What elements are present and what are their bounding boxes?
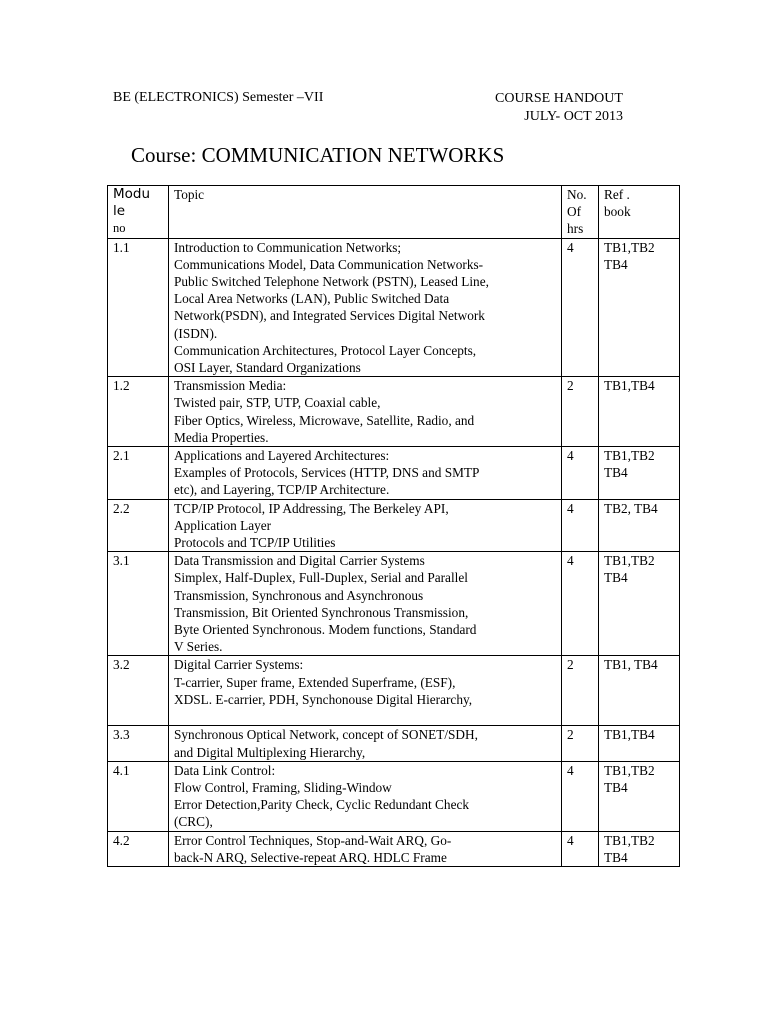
topic-line: Transmission, Bit Oriented Synchronous Transmission,: [174, 604, 469, 620]
topic-line: Twisted pair, STP, UTP, Coaxial cable,: [174, 395, 381, 411]
ref-book-cell: [599, 761, 680, 831]
topic-line: Digital Carrier Systems:: [174, 657, 304, 673]
module-no-cell: 2.2: [108, 499, 169, 552]
module-no-cell: 3.2: [108, 656, 169, 726]
ref-book-line: TB1,TB2: [604, 448, 655, 464]
module-header-line: le: [113, 203, 126, 219]
topic-line: (ISDN).: [174, 325, 218, 341]
topic-line: (CRC),: [174, 814, 213, 830]
module-no-cell: 3.3: [108, 726, 169, 761]
syllabus-table: [107, 185, 680, 867]
topic-line: Byte Oriented Synchronous. Modem functions, Standard: [174, 622, 477, 638]
table-row: [108, 499, 680, 552]
hours-cell: 2: [562, 377, 599, 447]
topic-line: Communication Architectures, Protocol Layer Concepts,: [174, 342, 477, 358]
ref-book-line: TB1,TB4: [604, 727, 655, 743]
module-no-cell: 4.1: [108, 761, 169, 831]
topic-line: TCP/IP Protocol, IP Addressing, The Berkeley API,: [174, 500, 449, 516]
hours-header-line: No.: [567, 187, 587, 202]
module-no-cell: 4.2: [108, 831, 169, 866]
table-row: [108, 377, 680, 447]
ref-book-cell: [599, 238, 680, 377]
ref-book-cell: [599, 552, 680, 656]
topic-line: and Digital Multiplexing Hierarchy,: [174, 744, 366, 760]
table-row: [108, 656, 680, 726]
ref-book-line: TB1,TB2: [604, 762, 655, 778]
ref-header-line: book: [604, 204, 631, 220]
topic-line: Protocols and TCP/IP Utilities: [174, 535, 336, 551]
topic-cell: [169, 656, 562, 726]
topic-cell: [169, 447, 562, 500]
topic-line: Application Layer: [174, 517, 272, 533]
topic-line: Network(PSDN), and Integrated Services Digital Network: [174, 308, 485, 324]
topic-header: Topic: [169, 186, 562, 239]
hours-cell: 2: [562, 656, 599, 726]
topic-line: XDSL. E-carrier, PDH, Synchonouse Digital Hierarchy,: [174, 691, 473, 707]
topic-line: Flow Control, Framing, Sliding-Window: [174, 779, 392, 795]
hours-cell: 4: [562, 761, 599, 831]
topic-line: Communications Model, Data Communication Networks-: [174, 256, 484, 272]
topic-cell: [169, 552, 562, 656]
term-label: JULY- OCT 2013: [524, 109, 623, 124]
hours-cell: 2: [562, 726, 599, 761]
topic-line: Data Transmission and Digital Carrier Systems: [174, 553, 425, 569]
topic-cell: [169, 831, 562, 866]
module-header-line: Modu: [113, 186, 151, 202]
ref-book-line: TB4: [604, 570, 628, 586]
topic-line: Introduction to Communication Networks;: [174, 239, 402, 255]
hours-cell: 4: [562, 831, 599, 866]
table-row: [108, 447, 680, 500]
hours-cell: 4: [562, 552, 599, 656]
ref-book-cell: [599, 377, 680, 447]
topic-line: Fiber Optics, Wireless, Microwave, Satellite, Radio, and: [174, 412, 475, 428]
ref-book-line: TB1,TB2: [604, 553, 655, 569]
ref-book-header: [599, 186, 680, 239]
ref-book-line: TB2, TB4: [604, 500, 658, 516]
module-no-header: [108, 186, 169, 239]
topic-line: Simplex, Half-Duplex, Full-Duplex, Serial and Parallel: [174, 570, 468, 586]
topic-line: Applications and Layered Architectures:: [174, 448, 390, 464]
table-row: [108, 552, 680, 656]
module-no-cell: 1.2: [108, 377, 169, 447]
topic-line: Synchronous Optical Network, concept of SONET/SDH,: [174, 727, 478, 743]
topic-line: T-carrier, Super frame, Extended Superframe, (ESF),: [174, 674, 456, 690]
table-header-row: [108, 186, 680, 239]
ref-book-line: TB4: [604, 465, 628, 481]
ref-book-line: TB4: [604, 256, 628, 272]
topic-cell: [169, 377, 562, 447]
course-title: Course: COMMUNICATION NETWORKS: [131, 143, 505, 167]
ref-book-line: TB1,TB4: [604, 378, 655, 394]
table-row: [108, 831, 680, 866]
topic-line: Examples of Protocols, Services (HTTP, DNS and SMTP: [174, 465, 480, 481]
ref-book-line: TB4: [604, 779, 628, 795]
table-row: [108, 761, 680, 831]
topic-line: Error Control Techniques, Stop-and-Wait ARQ, Go-: [174, 832, 452, 848]
ref-book-line: TB1,TB2: [604, 832, 655, 848]
topic-line: Local Area Networks (LAN), Public Switched Data: [174, 291, 450, 307]
table-row: [108, 726, 680, 761]
topic-cell: [169, 499, 562, 552]
topic-line: etc), and Layering, TCP/IP Architecture.: [174, 482, 390, 498]
hours-cell: 4: [562, 447, 599, 500]
topic-line: back-N ARQ, Selective-repeat ARQ. HDLC Frame: [174, 849, 447, 865]
program-semester: BE (ELECTRONICS) Semester –VII: [113, 90, 324, 105]
ref-book-line: TB1,TB2: [604, 239, 655, 255]
hours-cell: 4: [562, 238, 599, 377]
module-no-cell: 1.1: [108, 238, 169, 377]
topic-line: [174, 708, 556, 725]
topic-cell: [169, 726, 562, 761]
hours-header-line: Of: [567, 204, 582, 220]
topic-cell: [169, 761, 562, 831]
topic-line: Data Link Control:: [174, 762, 276, 778]
module-header-line: no: [113, 221, 126, 235]
ref-book-line: TB4: [604, 849, 628, 865]
ref-book-cell: [599, 447, 680, 500]
topic-line: V Series.: [174, 639, 223, 655]
ref-book-cell: [599, 499, 680, 552]
doc-type-label: COURSE HANDOUT: [495, 91, 623, 106]
ref-book-line: TB1, TB4: [604, 657, 658, 673]
topic-line: Public Switched Telephone Network (PSTN), Leased Line,: [174, 274, 489, 290]
handout-header: [495, 90, 623, 126]
module-no-cell: 3.1: [108, 552, 169, 656]
topic-line: OSI Layer, Standard Organizations: [174, 360, 361, 376]
hours-cell: 4: [562, 499, 599, 552]
ref-book-cell: [599, 831, 680, 866]
ref-book-cell: [599, 726, 680, 761]
topic-line: Transmission Media:: [174, 378, 287, 394]
ref-book-cell: [599, 656, 680, 726]
module-no-cell: 2.1: [108, 447, 169, 500]
ref-header-line: Ref .: [604, 187, 630, 202]
hours-header-line: hrs: [567, 221, 584, 237]
topic-cell: [169, 238, 562, 377]
topic-line: Error Detection,Parity Check, Cyclic Redundant Check: [174, 797, 470, 813]
hours-header: [562, 186, 599, 239]
topic-line: Media Properties.: [174, 429, 269, 445]
topic-line: Transmission, Synchronous and Asynchronous: [174, 587, 424, 603]
table-row: [108, 238, 680, 377]
